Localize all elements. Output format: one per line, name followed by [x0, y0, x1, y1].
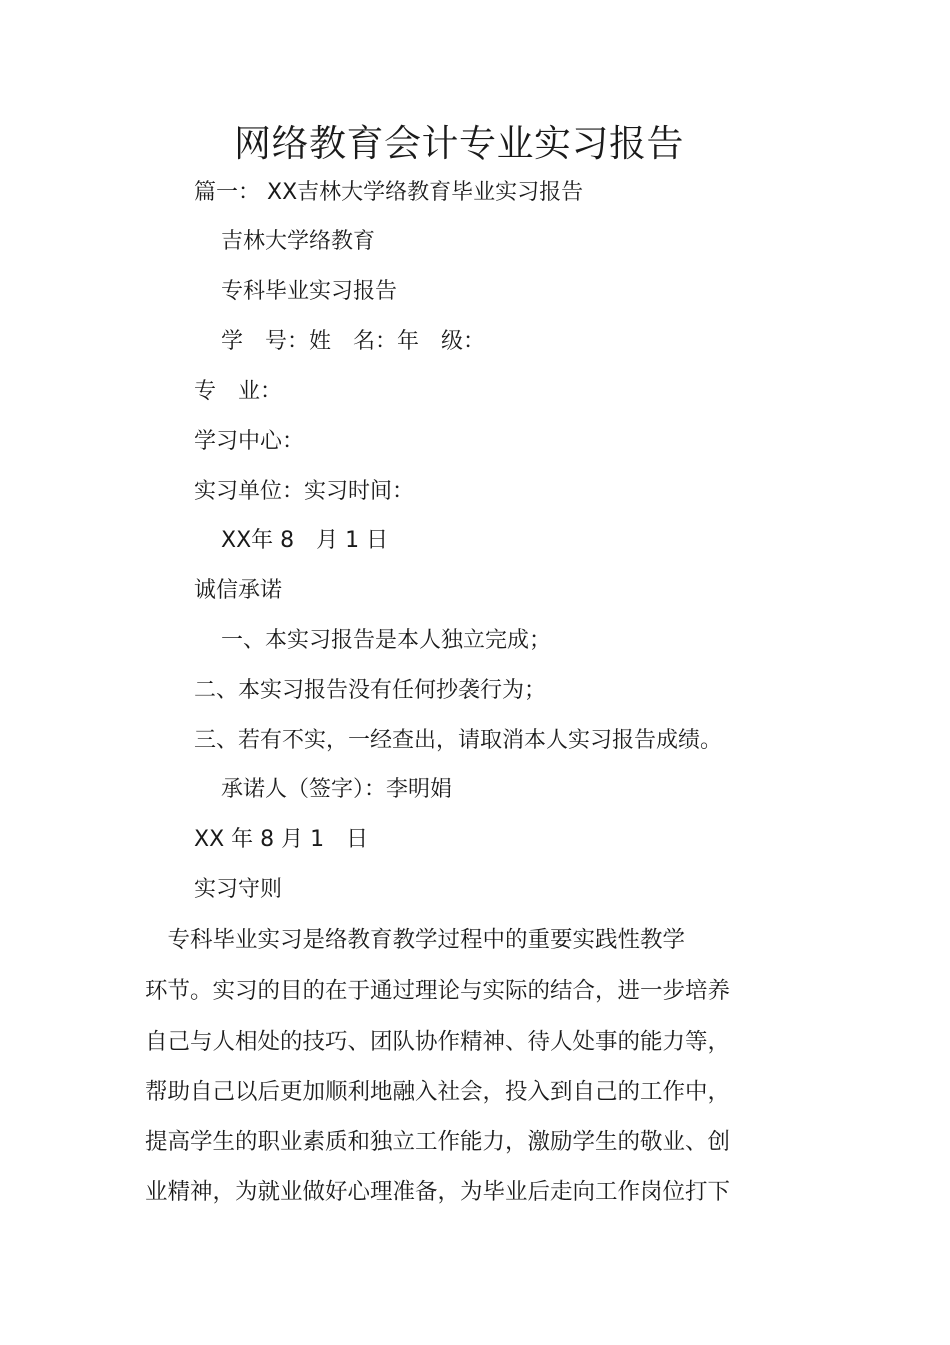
pledge-item-3: 三、若有不实，一经查出，请取消本人实习报告成绩。: [194, 728, 723, 753]
date-line: XX年 8 月 1 日: [221, 528, 389, 553]
section-heading: 篇一： XX吉林大学络教育毕业实习报告: [194, 180, 584, 205]
pledge-item-1: 一、本实习报告是本人独立完成；: [221, 628, 552, 653]
report-type-line: 专科毕业实习报告: [221, 279, 398, 304]
integrity-heading: 诚信承诺: [194, 578, 283, 603]
university-line: 吉林大学络教育: [221, 229, 376, 254]
signature-line: 承诺人（签字）：李明娟: [221, 777, 453, 802]
rules-heading: 实习守则: [194, 877, 283, 902]
paragraph-line: 环节。实习的目的在于通过理论与实际的结合，进一步培养: [145, 978, 731, 1004]
signature-date-line: XX 年 8 月 1 日: [194, 827, 369, 852]
paragraph-line: 帮助自己以后更加顺利地融入社会，投入到自己的工作中，: [145, 1079, 731, 1105]
study-center-line: 学习中心：: [194, 429, 305, 454]
internship-unit-line: 实习单位：实习时间：: [194, 479, 415, 504]
paragraph-line: 提高学生的职业素质和独立工作能力，激励学生的敬业、创: [145, 1129, 731, 1155]
paragraph-line: 自己与人相处的技巧、团队协作精神、待人处事的能力等，: [145, 1029, 731, 1055]
paragraph-line: 专科毕业实习是络教育教学过程中的重要实践性教学: [145, 927, 686, 953]
document-title: 网络教育会计专业实习报告: [234, 122, 684, 165]
student-info-line: 学 号：姓 名：年 级：: [221, 329, 486, 354]
pledge-item-2: 二、本实习报告没有任何抄袭行为；: [194, 678, 547, 703]
paragraph-line: 业精神，为就业做好心理准备，为毕业后走向工作岗位打下: [145, 1179, 731, 1205]
major-line: 专 业：: [194, 379, 283, 404]
